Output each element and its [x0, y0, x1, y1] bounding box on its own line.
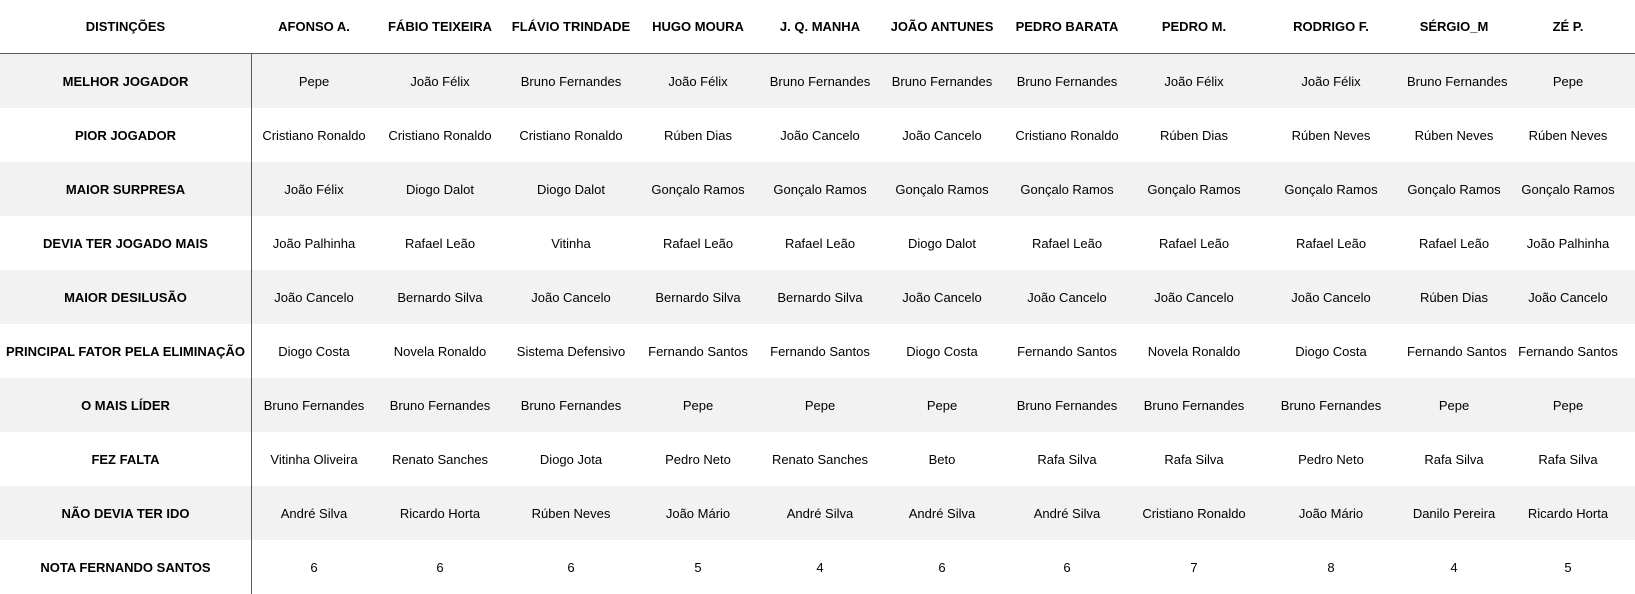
table-cell: Bernardo Silva: [397, 289, 483, 305]
table-cell: Bruno Fernandes: [389, 397, 491, 413]
table-cell: João Cancelo: [1027, 289, 1107, 305]
table-cell: 6: [310, 559, 318, 575]
table-cell: Diogo Costa: [906, 343, 978, 359]
table-cell: Renato Sanches: [771, 451, 869, 467]
table-cell: Gonçalo Ramos: [1284, 181, 1378, 197]
table-cell: Vitinha: [551, 235, 591, 251]
column-header: FLÁVIO TRINDADE: [511, 19, 631, 34]
table-cell: Bruno Fernandes: [263, 397, 365, 413]
table-cell: João Cancelo: [274, 289, 354, 305]
table-cell: Bruno Fernandes: [769, 73, 871, 89]
table-cell: João Mário: [665, 505, 731, 521]
table-cell: Cristiano Ronaldo: [262, 127, 366, 143]
table-cell: Fernando Santos: [770, 343, 870, 359]
column-header: SÉRGIO_M: [1419, 19, 1489, 34]
table-cell: Rúben Neves: [531, 505, 611, 521]
table-cell: Bruno Fernandes: [891, 73, 993, 89]
table-row: [0, 540, 1635, 594]
table-cell: Gonçalo Ramos: [1020, 181, 1114, 197]
table-cell: Bruno Fernandes: [520, 397, 622, 413]
table-cell: Rúben Neves: [1291, 127, 1371, 143]
table-cell: Pepe: [682, 397, 714, 413]
table-cell: Gonçalo Ramos: [1407, 181, 1501, 197]
table-cell: Rafael Leão: [404, 235, 476, 251]
table-cell: Diogo Jota: [539, 451, 603, 467]
table-cell: Vitinha Oliveira: [270, 451, 358, 467]
table-cell: Bruno Fernandes: [1407, 73, 1508, 89]
table-cell: Diogo Dalot: [406, 181, 474, 197]
table-row: [0, 108, 1635, 162]
table-cell: Renato Sanches: [391, 451, 489, 467]
table-cell: Diogo Costa: [1295, 343, 1367, 359]
table-cell: André Silva: [786, 505, 854, 521]
table-cell: Cristiano Ronaldo: [388, 127, 492, 143]
table-cell: André Silva: [1033, 505, 1101, 521]
column-divider: [251, 54, 252, 594]
row-label: NÃO DEVIA TER IDO: [61, 505, 190, 521]
table-cell: Bruno Fernandes: [1280, 397, 1382, 413]
table-cell: Rúben Dias: [1160, 127, 1228, 143]
table-cell: Ricardo Horta: [399, 505, 481, 521]
table-cell: Gonçalo Ramos: [1147, 181, 1241, 197]
table-body: [0, 54, 1635, 594]
column-header: J. Q. MANHA: [779, 19, 861, 34]
table-cell: Pepe: [1552, 397, 1584, 413]
row-label: NOTA FERNANDO SANTOS: [40, 559, 211, 575]
table-cell: Rafa Silva: [1164, 451, 1224, 467]
table-cell: João Félix: [1301, 73, 1361, 89]
table-cell: Rafael Leão: [1158, 235, 1230, 251]
table-row: [0, 324, 1635, 378]
column-header: RODRIGO F.: [1293, 19, 1369, 34]
table-cell: Fernando Santos: [648, 343, 748, 359]
table-cell: Gonçalo Ramos: [1521, 181, 1615, 197]
column-header: FÁBIO TEIXEIRA: [387, 19, 492, 34]
table-cell: Cristiano Ronaldo: [1142, 505, 1246, 521]
row-label: PRINCIPAL FATOR PELA ELIMINAÇÃO: [5, 343, 246, 359]
table-cell: Bruno Fernandes: [1143, 397, 1245, 413]
column-header: PEDRO M.: [1161, 19, 1227, 34]
table-cell: João Cancelo: [531, 289, 611, 305]
table-row: [0, 216, 1635, 270]
table-cell: Novela Ronaldo: [1147, 343, 1241, 359]
table-cell: 8: [1327, 559, 1335, 575]
table-cell: Rúben Dias: [1420, 289, 1488, 305]
table-cell: João Félix: [410, 73, 470, 89]
table-row: [0, 378, 1635, 432]
table-cell: Bernardo Silva: [655, 289, 741, 305]
corner-header: DISTINÇÕES: [85, 19, 166, 34]
row-label: FEZ FALTA: [91, 451, 160, 467]
table-cell: João Cancelo: [1528, 289, 1608, 305]
table-cell: Pepe: [1552, 73, 1584, 89]
table-cell: Sistema Defensivo: [516, 343, 626, 359]
table-cell: Rafa Silva: [1424, 451, 1484, 467]
table-cell: Fernando Santos: [1518, 343, 1618, 359]
table-cell: Diogo Costa: [278, 343, 350, 359]
table-cell: 5: [1564, 559, 1572, 575]
table-cell: 4: [816, 559, 824, 575]
table-cell: João Félix: [668, 73, 728, 89]
table-cell: Pedro Neto: [665, 451, 731, 467]
table-cell: João Cancelo: [902, 127, 982, 143]
column-header: HUGO MOURA: [652, 19, 744, 34]
row-label: MELHOR JOGADOR: [62, 73, 189, 89]
table-cell: Gonçalo Ramos: [651, 181, 745, 197]
table-cell: Rafa Silva: [1538, 451, 1598, 467]
table-row: [0, 54, 1635, 108]
row-label: O MAIS LÍDER: [81, 397, 170, 413]
table-cell: Pepe: [804, 397, 836, 413]
table-cell: Fernando Santos: [1017, 343, 1117, 359]
table-cell: João Palhinha: [272, 235, 356, 251]
table-cell: Fernando Santos: [1407, 343, 1507, 359]
table-cell: 6: [938, 559, 946, 575]
table-row: [0, 162, 1635, 216]
table-cell: João Palhinha: [1526, 235, 1610, 251]
table-row: [0, 432, 1635, 486]
table-cell: Bruno Fernandes: [1016, 73, 1118, 89]
column-header: AFONSO A.: [278, 19, 350, 34]
table-cell: André Silva: [908, 505, 976, 521]
table-cell: Rúben Neves: [1414, 127, 1494, 143]
table-cell: André Silva: [280, 505, 348, 521]
table-cell: Gonçalo Ramos: [895, 181, 989, 197]
column-header: ZÉ P.: [1552, 19, 1584, 34]
table-cell: Rafael Leão: [1295, 235, 1367, 251]
table-cell: Beto: [928, 451, 956, 467]
row-label: DEVIA TER JOGADO MAIS: [43, 235, 208, 251]
table-cell: Bruno Fernandes: [520, 73, 622, 89]
table-cell: 6: [436, 559, 444, 575]
table-cell: Pepe: [298, 73, 330, 89]
table-cell: Rúben Dias: [664, 127, 732, 143]
table-cell: Bruno Fernandes: [1016, 397, 1118, 413]
table-cell: João Félix: [1164, 73, 1224, 89]
table-cell: João Mário: [1298, 505, 1364, 521]
table-cell: Rúben Neves: [1528, 127, 1608, 143]
table-cell: 6: [567, 559, 575, 575]
table-cell: Rafael Leão: [1031, 235, 1103, 251]
table-cell: Danilo Pereira: [1412, 505, 1496, 521]
table-cell: Pedro Neto: [1298, 451, 1364, 467]
table-cell: Rafael Leão: [662, 235, 734, 251]
table-row: [0, 486, 1635, 540]
table-cell: João Cancelo: [902, 289, 982, 305]
table-cell: Rafael Leão: [784, 235, 856, 251]
table-cell: Bernardo Silva: [777, 289, 863, 305]
table-cell: 7: [1190, 559, 1198, 575]
table-cell: João Cancelo: [1291, 289, 1371, 305]
table-cell: Ricardo Horta: [1527, 505, 1609, 521]
table-cell: João Cancelo: [780, 127, 860, 143]
row-label: MAIOR SURPRESA: [65, 181, 186, 197]
table-cell: Gonçalo Ramos: [773, 181, 867, 197]
row-label: PIOR JOGADOR: [74, 127, 177, 143]
table-cell: 6: [1063, 559, 1071, 575]
table-cell: 5: [694, 559, 702, 575]
table-cell: 4: [1450, 559, 1458, 575]
table-cell: Pepe: [926, 397, 958, 413]
table-cell: João Félix: [284, 181, 344, 197]
table-row: [0, 270, 1635, 324]
table-cell: Diogo Dalot: [908, 235, 976, 251]
table-cell: Pepe: [1438, 397, 1470, 413]
row-label: MAIOR DESILUSÃO: [64, 289, 187, 305]
table-cell: Rafa Silva: [1037, 451, 1097, 467]
table-cell: Rafael Leão: [1418, 235, 1490, 251]
table-cell: Cristiano Ronaldo: [519, 127, 623, 143]
column-header: JOÃO ANTUNES: [890, 19, 994, 34]
table-cell: Cristiano Ronaldo: [1015, 127, 1119, 143]
table-cell: João Cancelo: [1154, 289, 1234, 305]
table-cell: Novela Ronaldo: [393, 343, 487, 359]
table-cell: Diogo Dalot: [537, 181, 605, 197]
header-row: [0, 0, 1635, 54]
column-header: PEDRO BARATA: [1015, 19, 1119, 34]
